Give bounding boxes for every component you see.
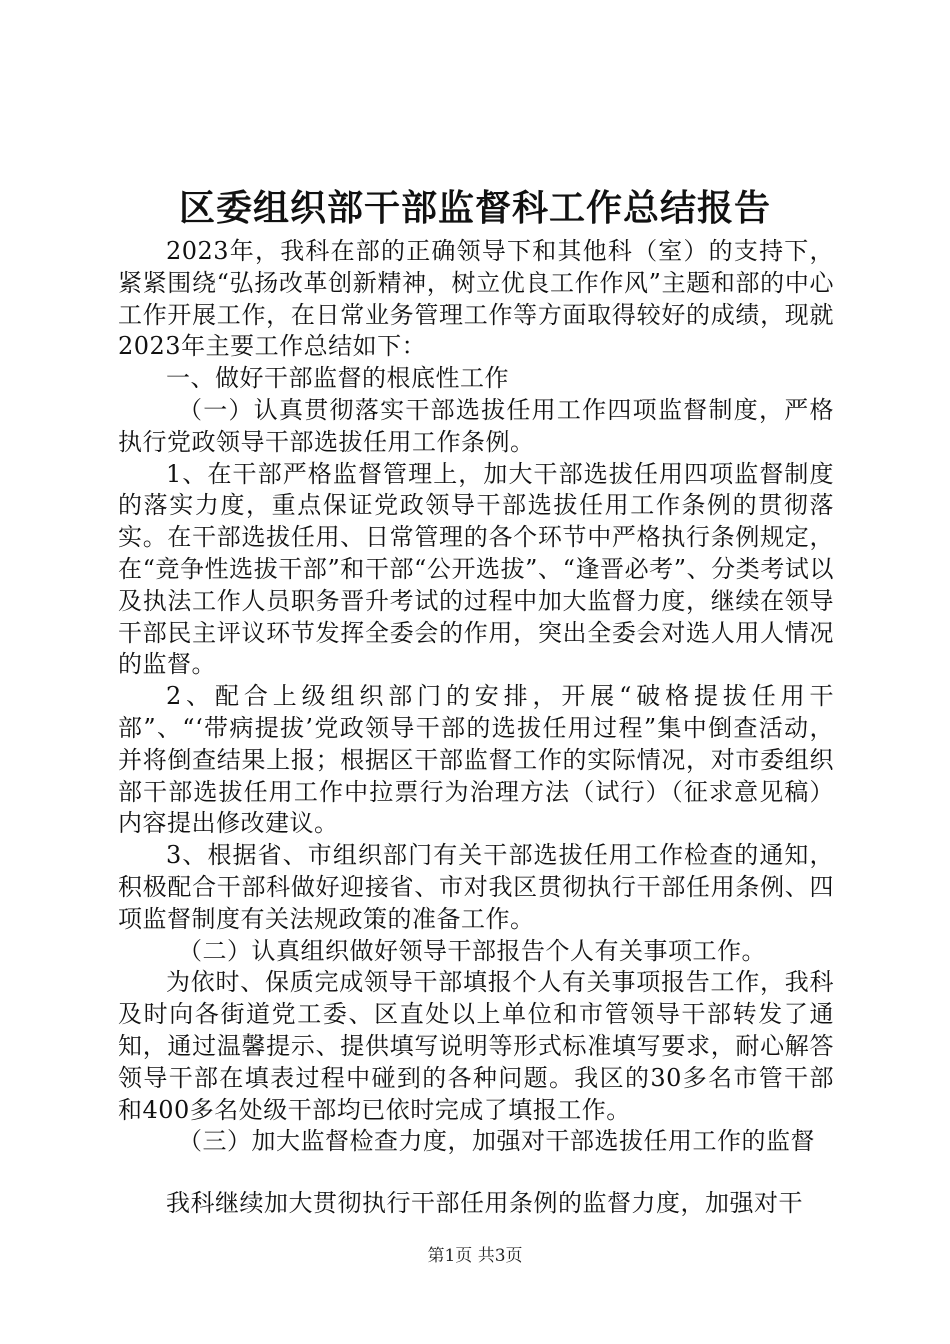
section-heading-1: 一、做好干部监督的根底性工作 xyxy=(166,364,509,393)
paragraph-item-1: 1、在干部严格监督管理上，加大干部选拔任用四项监督制度的落实力度，重点保证党政领导干部选拔任用工作条例的贯彻落实。在干部选拔任用、日常管理的各个环节中严格执行条例规定，在“竞争性选拔干部”和干部“公开选拔”、“逢晋必考”、分类考试以及执法工作人员职务晋升考试的过程中加大监督力度，继续在领导干部民主评议环节发挥全委会的作用，突出全委会对选人用人情况的监督。 xyxy=(118,459,834,679)
paragraph-supervision: 我科继续加大贯彻执行干部任用条例的监督力度，加强对干 xyxy=(166,1189,803,1218)
subsection-heading-3: （三）加大监督检查力度，加强对干部选拔任用工作的监督 xyxy=(178,1127,815,1156)
paragraph-item-2: 2、配合上级组织部门的安排，开展“破格提拔任用干部”、“‘带病提拔’党政领导干部的选拔任用过程”集中倒查活动，并将倒查结果上报；根据区干部监督工作的实际情况，对市委组织部干部选拔任用工作中拉票行为治理方法（试行）（征求意见稿）内容提出修改建议。 xyxy=(118,682,834,838)
document-title: 区委组织部干部监督科工作总结报告 xyxy=(178,187,771,229)
paragraph-intro: 2023年，我科在部的正确领导下和其他科（室）的支持下，紧紧围绕“弘扬改革创新精神，树立优良工作作风”主题和部的中心工作开展工作，在日常业务管理工作等方面取得较好的成绩，现就2023年主要工作总结如下： xyxy=(118,237,834,361)
paragraph-item-3: 3、根据省、市组织部门有关干部选拔任用工作检查的通知，积极配合干部科做好迎接省、市对我区贯彻执行干部任用条例、四项监督制度有关法规政策的准备工作。 xyxy=(118,841,834,933)
subsection-heading-2: （二）认真组织做好领导干部报告个人有关事项工作。 xyxy=(178,936,766,965)
subsection-heading-1: （一）认真贯彻落实干部选拔任用工作四项监督制度，严格执行党政领导干部选拔任用工作条例。 xyxy=(118,395,834,456)
document-body xyxy=(118,236,834,1220)
page-footer: 第1页 共3页 xyxy=(427,1246,523,1266)
paragraph-reporting: 为依时、保质完成领导干部填报个人有关事项报告工作，我科及时向各街道党工委、区直处以上单位和市管领导干部转发了通知，通过温馨提示、提供填写说明等形式标准填写要求，耐心解答领导干部在填表过程中碰到的各种问题。我区的30多名市管干部和400多名处级干部均已依时完成了填报工作。 xyxy=(118,968,834,1124)
